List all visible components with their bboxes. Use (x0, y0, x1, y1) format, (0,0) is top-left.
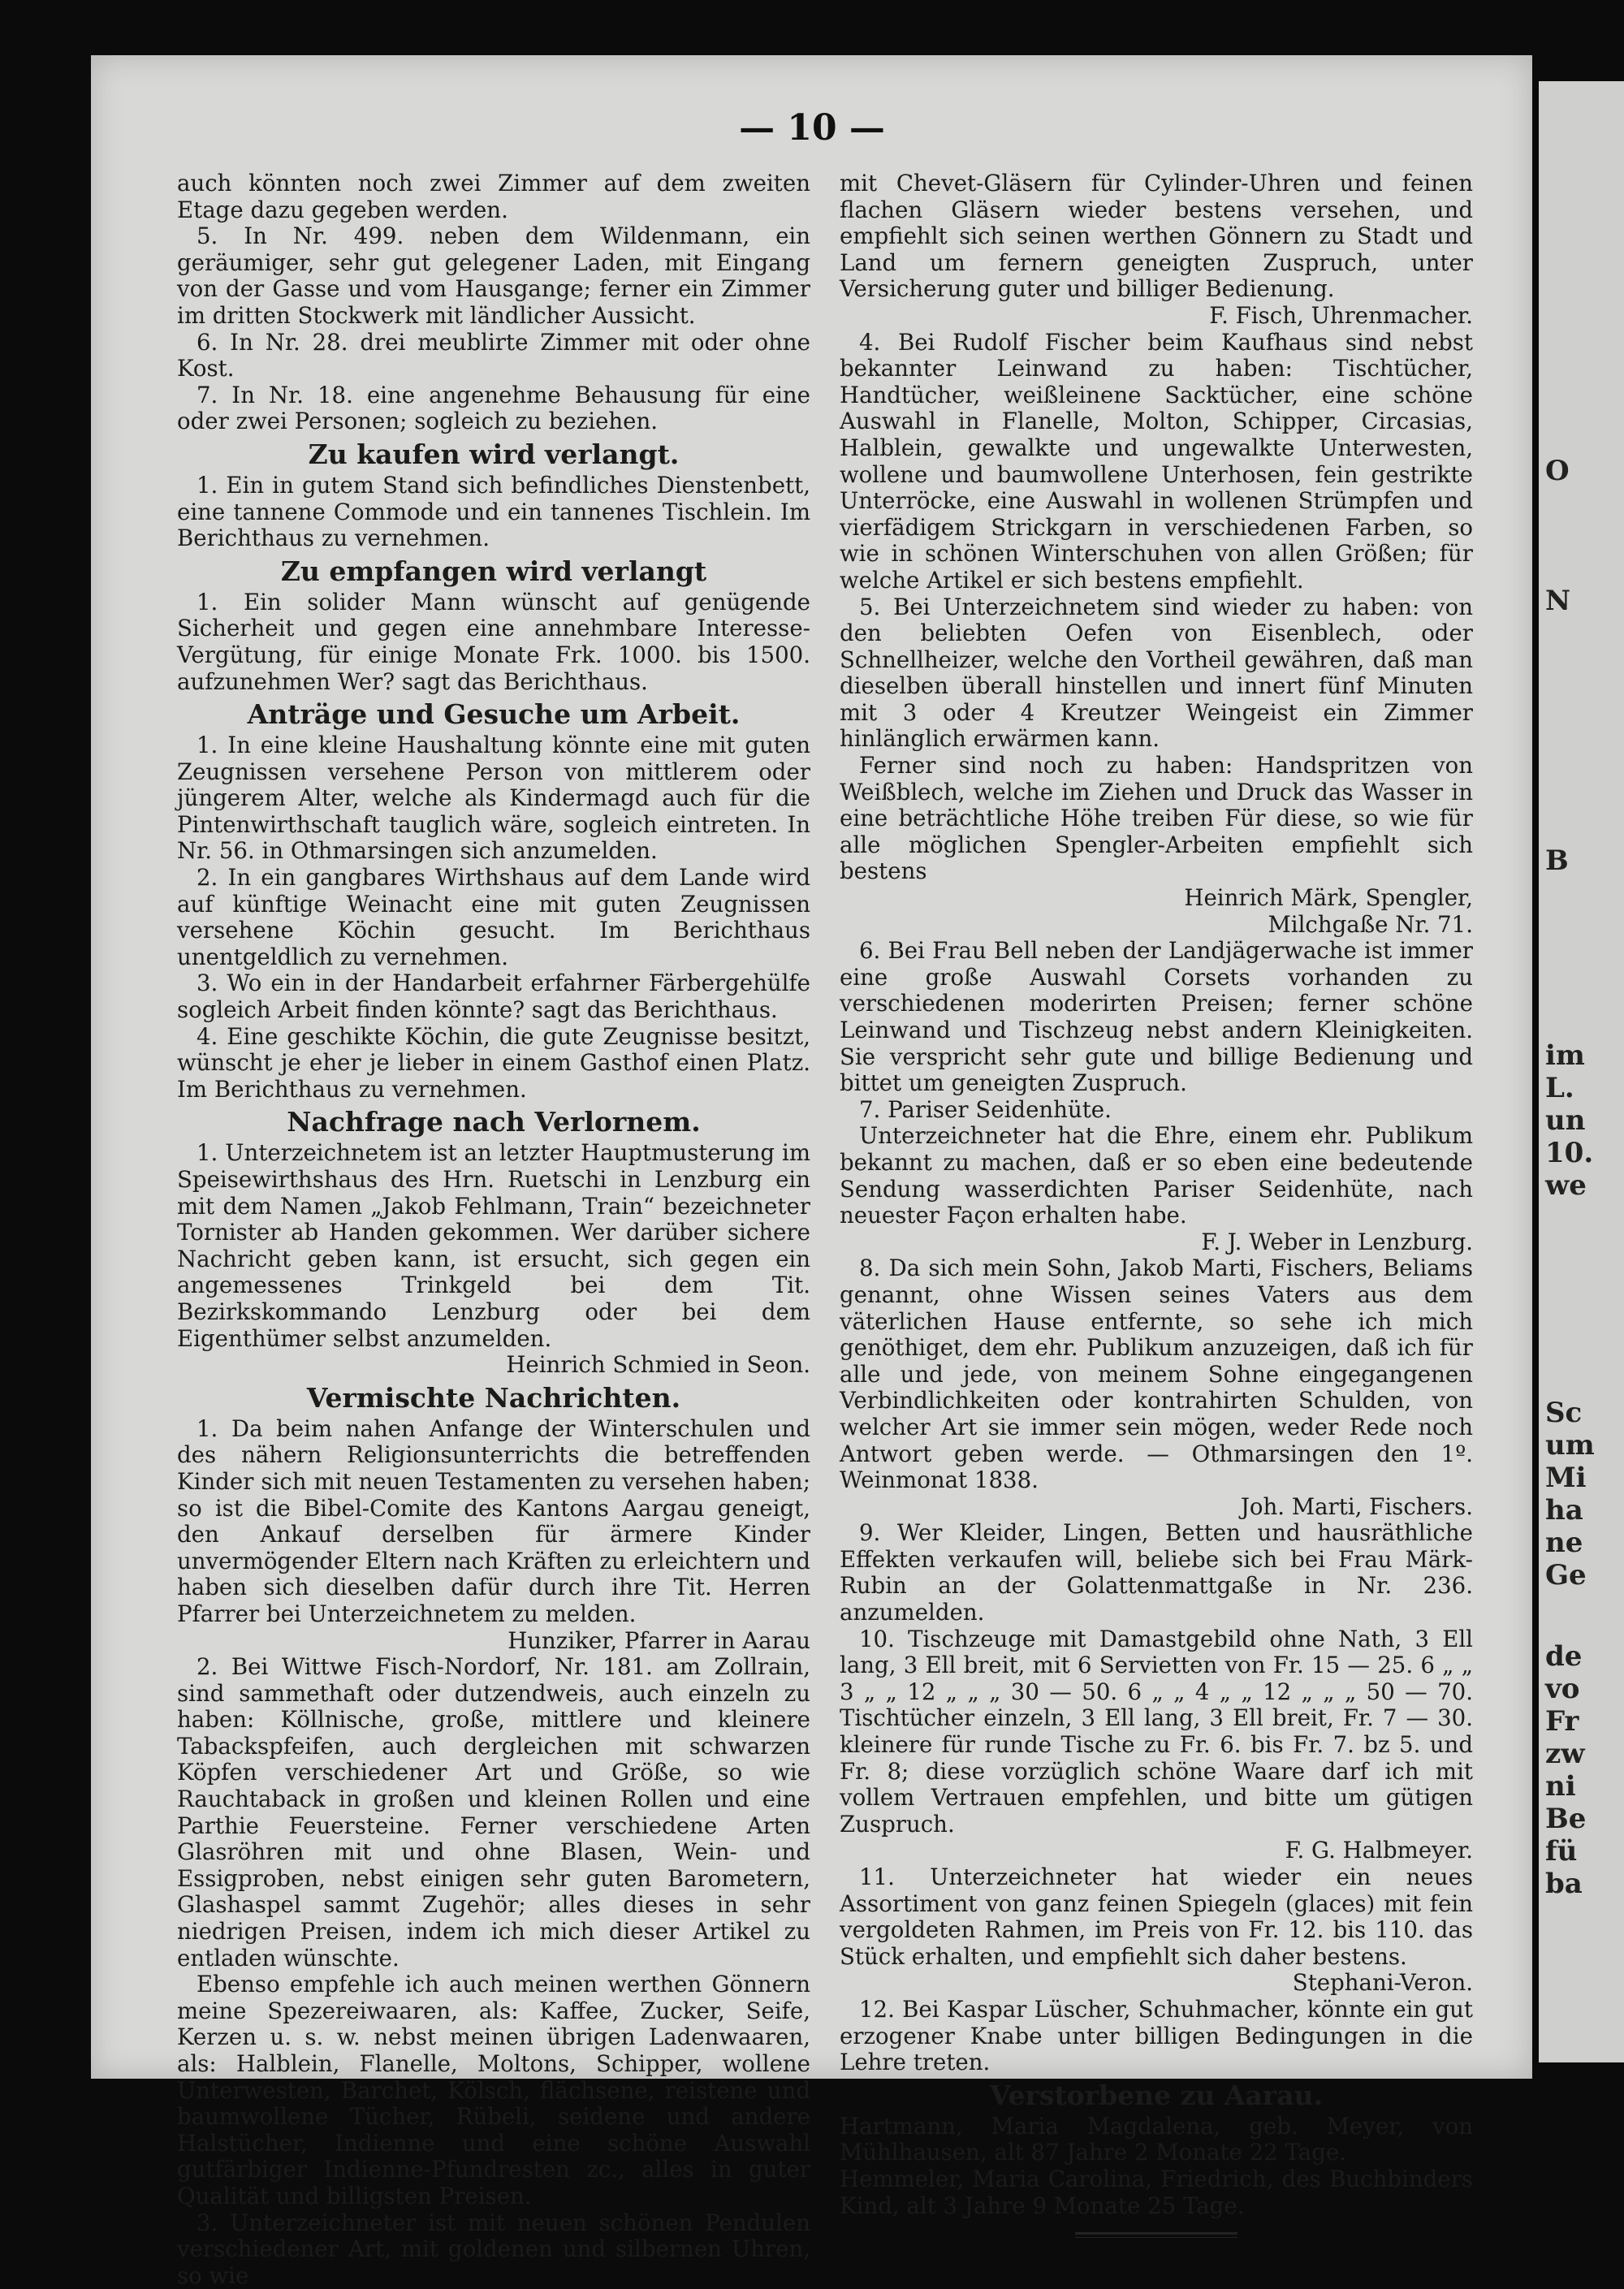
adjacent-page-fragment: Mi (1545, 1462, 1587, 1494)
section-heading: Verstorbene zu Aarau. (989, 2079, 1324, 2111)
paragraph: 2. In ein gangbares Wirthshaus auf dem Lande wird auf künftige Weinacht eine mit guten Zeugnissen versehene Köchin gesucht. Im Berichthaus unentgeldlich zu vernehmen. (177, 864, 810, 970)
paragraph: 7. In Nr. 18. eine angenehme Behausung für eine oder zwei Personen; sogleich zu beziehen. (177, 381, 810, 435)
page-number: — 10 — (739, 107, 885, 149)
adjacent-page-fragment: 10. (1545, 1137, 1594, 1169)
paragraph: 4. Eine geschikte Köchin, die gute Zeugnisse besitzt, wünscht je eher je lieber in einem Gasthof einen Platz. Im Berichthaus zu vernehmen. (177, 1022, 810, 1103)
paragraph: 4. Bei Rudolf Fischer beim Kaufhaus sind nebst bekannter Leinwand zu haben: Tischtücher, Handtücher, weißleinene Sacktücher, eine schöne Auswahl in Flanelle, Molton, Schipper, Circasias, Halblein, gewalkte und ungewalkte Unterwesten, wollene und baumwollene Unterhosen, fein gestrikte Unterröcke, eine Auswahl in wollenen Strümpfen und vierfädigem Strickgarn in verschiedenen Farben, so wie in schönen Winterschuhen von allen Größen; für welche Artikel er sich bestens empfiehlt. (840, 328, 1473, 594)
paragraph: Ferner sind noch zu haben: Handspritzen von Weißblech, welche im Ziehen und Druck das Wasser in eine beträchtliche Höhe treiben Für diese, so wie für alle möglichen Spengler-Arbeiten empfiehlt sich bestens (840, 752, 1473, 885)
closing-rule (1075, 2232, 1237, 2238)
adjacent-page-edge (1539, 81, 1624, 2062)
adjacent-page-fragment: vo (1545, 1673, 1580, 1705)
adjacent-page-fragment: Sc (1545, 1397, 1583, 1429)
adjacent-page-fragment: fü (1545, 1835, 1578, 1868)
right-column (840, 171, 1473, 2238)
adjacent-page-fragment: O (1545, 455, 1570, 487)
paragraph: 1. Da beim nahen Anfange der Winterschulen und des nähern Religionsunterrichts die betreffenden Kinder sich mit neuen Testamenten zu versehen haben; so ist die Bibel-Comite des Kantons Aargau geneigt, den Ankauf derselben für ärmere Kinder unvermögender Eltern nach Kräften zu erleichtern und haben sich dieselben dafür durch ihre Tit. Herren Pfarrer bei Unterzeichnetem zu melden. (177, 1414, 810, 1627)
adjacent-page-fragment: we (1545, 1169, 1587, 1202)
paragraph: 3. Wo ein in der Handarbeit erfahrner Färbergehülfe sogleich Arbeit finden könnte? sagt das Berichthaus. (177, 970, 810, 1024)
paragraph: 6. Bei Frau Bell neben der Landjägerwache ist immer eine große Auswahl Corsets vorhanden zu verschiedenen moderirten Preisen; ferner schöne Leinwand und Tischzeug nebst andern Kleinigkeiten. Sie verspricht sehr gute und billige Bedienung und bittet um geneigten Zuspruch. (840, 937, 1473, 1097)
signature-line: Hunziker, Pfarrer in Aarau (508, 1626, 810, 1654)
paragraph: 5. In Nr. 499. neben dem Wildenmann, ein geräumiger, sehr gut gelegener Laden, mit Eingang von der Gasse und vom Hausgange; ferner ein Zimmer im dritten Stockwerk mit ländlicher Aussicht. (177, 222, 810, 329)
section-heading: Vermischte Nachrichten. (306, 1381, 681, 1414)
paragraph: 5. Bei Unterzeichnetem sind wieder zu haben: von den beliebten Oefen von Eisenblech, oder Schnellheizer, welche den Vortheil gewähren, daß man dieselben überall hinstellen und innert fünf Minuten mit 3 oder 4 Kreutzer Weingeist ein Zimmer hinlänglich erwärmen kann. (840, 593, 1473, 753)
paragraph: 8. Da sich mein Sohn, Jakob Marti, Fischers, Beliams genannt, ohne Wissen seines Vaters aus dem väterlichen Hause entfernte, so sehe ich mich genöthiget, dem ehr. Publikum anzuzeigen, daß ich für alle und jede, von meinem Sohne eingegangenen Verbindlichkeiten oder kontrahirten Schulden, von welcher Art sie immer sein mögen, weder Rede noch Antwort geben werde. — Othmarsingen den 1º. Weinmonat 1838. (840, 1255, 1473, 1494)
signature-line: Heinrich Märk, Spengler, (1184, 884, 1473, 912)
paragraph: 1. Ein in gutem Stand sich befindliches Dienstenbett, eine tannene Commode und ein tannenes Tischlein. Im Berichthaus zu vernehmen. (177, 471, 810, 552)
adjacent-page-fragment: um (1545, 1429, 1595, 1462)
adjacent-page-fragment: zw (1545, 1738, 1585, 1770)
adjacent-page-fragment: ni (1545, 1770, 1576, 1803)
signature-line: F. G. Halbmeyer. (1285, 1837, 1473, 1864)
paragraph: 12. Bei Kaspar Lüscher, Schuhmacher, könnte ein gut erzogener Knabe unter billigen Bedingungen in die Lehre treten. (840, 1995, 1473, 2076)
adjacent-page-fragment: N (1545, 585, 1571, 617)
paragraph: 1. Ein solider Mann wünscht auf genügende Sicherheit und gegen eine annehmbare Interesse-Vergütung, für einige Monate Frk. 1000. bis 1500. aufzunehmen Wer? sagt das Berichthaus. (177, 588, 810, 695)
paragraph: Hartmann, Maria Magdalena, geb. Meyer, von Mühlhausen, alt 87 Jahre 2 Monate 22 Tage. (840, 2112, 1473, 2166)
adjacent-page-fragment: im (1545, 1039, 1585, 1072)
signature-line: Stephani-Veron. (1292, 1969, 1473, 1997)
paragraph: mit Chevet-Gläsern für Cylinder-Uhren und feinen flachen Gläsern wieder bestens versehen, und empfiehlt sich seinen werthen Gönnern zu Stadt und Land um fernern geneigten Zuspruch, unter Versicherung guter und billiger Bedienung. (840, 170, 1473, 303)
adjacent-page-fragment: ha (1545, 1494, 1583, 1527)
adjacent-page-fragment: Ge (1545, 1559, 1587, 1592)
paragraph: 3. Unterzeichneter ist mit neuen schönen Pendulen verschiedener Art, mit goldenen und silbernen Uhren, so wie (177, 2209, 810, 2289)
adjacent-page-fragment: B (1545, 844, 1569, 877)
paragraph: 7. Pariser Seidenhüte. (859, 1095, 1112, 1123)
section-heading: Nachfrage nach Verlornem. (287, 1106, 701, 1138)
signature-line: F. Fisch, Uhrenmacher. (1209, 301, 1473, 329)
paragraph: 10. Tischzeuge mit Damastgebild ohne Nath, 3 Ell lang, 3 Ell breit, mit 6 Servietten von Fr. 15 — 25. 6 „ „ 3 „ „ 12 „ „ „ 30 — 50. 6 „ „ 4 „ „ 12 „ „ „ 50 — 70. Tischtücher einzeln, 3 Ell lang, 3 Ell breit, Fr. 7 — 30. kleinere für runde Tische zu Fr. 6. bis Fr. 7. bz 5. und Fr. 8; diese vorzüglich schöne Waare darf ich mit vollem Vertrauen empfehlen, und bitte um gütigen Zuspruch. (840, 1625, 1473, 1838)
paragraph: 11. Unterzeichneter hat wieder ein neues Assortiment von ganz feinen Spiegeln (glaces) mit fein vergoldeten Rahmen, im Preis von Fr. 12. bis 110. das Stück erhalten, und empfiehlt sich daher bestens. (840, 1864, 1473, 1970)
paragraph: 1. In eine kleine Haushaltung könnte eine mit guten Zeugnissen versehene Person von mittlerem oder jüngerem Alter, welche als Kindermagd auch für die Pintenwirthschaft tauglich wäre, sogleich eintreten. In Nr. 56. in Othmarsingen sich anzumelden. (177, 732, 810, 865)
section-heading: Zu kaufen wird verlangt. (308, 438, 680, 470)
adjacent-page-fragment: un (1545, 1104, 1586, 1137)
paragraph: 9. Wer Kleider, Lingen, Betten und hausräthliche Effekten verkaufen will, beliebe sich bei Frau Märk-Rubin an der Golattenmattgaße in Nr. 236. anzumelden. (840, 1519, 1473, 1626)
paragraph: 2. Bei Wittwe Fisch-Nordorf, Nr. 181. am Zollrain, sind sammethaft oder dutzendweis, auch einzeln zu haben: Köllnische, große, mittlere und kleinere Tabackspfeifen, auch dergleichen mit schwarzen Köpfen verschiedener Art und Größe, so wie Rauchtaback in großen und kleinen Rollen und eine Parthie Feuersteine. Ferner verschiedene Arten Glasröhren mit und ohne Blasen, Wein- und Essigproben, nebst einigen sehr guten Barometern, Glashaspel sammt Zugehör; alles dieses in sehr niedrigen Preisen, indem ich mich dieser Artikel zu entladen wünschte. (177, 1653, 810, 1972)
paragraph: Ebenso empfehle ich auch meinen werthen Gönnern meine Spezereiwaaren, als: Kaffee, Zucker, Seife, Kerzen u. s. w. nebst meinen übrigen Ladenwaaren, als: Halblein, Flanelle, Moltons, Schipper, wollene Unterwesten, Barchet, Kölsch, flächsene, reistene und baumwollene Tücher, Rübeli, seidene und andere Halstücher, Indienne und eine schöne Auswahl gutfärbiger Indienne-Pfundresten zc., alles in guter Qualität und billigsten Preisen. (177, 1971, 810, 2209)
paragraph: 6. In Nr. 28. drei meublirte Zimmer mit oder ohne Kost. (177, 328, 810, 382)
paragraph: Hemmeler, Maria Carolina, Friedrich, des Buchbinders Kind, alt 3 Jahre 9 Monate 25 Tage. (840, 2165, 1473, 2219)
signature-line: Milchgaße Nr. 71. (1268, 910, 1473, 938)
section-heading: Zu empfangen wird verlangt (280, 555, 707, 587)
paragraph: auch könnten noch zwei Zimmer auf dem zweiten Etage dazu gegeben werden. (177, 170, 810, 223)
adjacent-page-fragment: L. (1545, 1072, 1574, 1104)
adjacent-page-fragment: de (1545, 1640, 1583, 1673)
paragraph: 1. Unterzeichnetem ist an letzter Hauptmusterung im Speisewirthshaus des Hrn. Ruetschi in Lenzburg ein mit dem Namen „Jakob Fehlmann, Train“ bezeichneter Tornister ab Handen gekommen. Wer darüber sichere Nachricht geben kann, ist ersucht, sich gegen ein angemessenes Trinkgeld bei dem Tit. Bezirkskommando Lenzburg oder bei dem Eigenthümer selbst anzumelden. (177, 1139, 810, 1352)
adjacent-page-fragment: ba (1545, 1868, 1583, 1900)
signature-line: F. J. Weber in Lenzburg. (1201, 1228, 1473, 1255)
signature-line: Heinrich Schmied in Seon. (506, 1351, 810, 1379)
adjacent-page-fragment: Fr (1545, 1705, 1579, 1738)
section-heading: Anträge und Gesuche um Arbeit. (247, 698, 741, 731)
left-column (177, 171, 810, 2289)
paragraph: Unterzeichneter hat die Ehre, einem ehr. Publikum bekannt zu machen, daß er so eben eine bedeutende Sendung wasserdichten Pariser Seidenhüte, nach neuester Façon erhalten habe. (840, 1122, 1473, 1229)
signature-line: Joh. Marti, Fischers. (1240, 1492, 1473, 1520)
adjacent-page-fragment: Be (1545, 1803, 1587, 1835)
adjacent-page-fragment: ne (1545, 1527, 1583, 1559)
